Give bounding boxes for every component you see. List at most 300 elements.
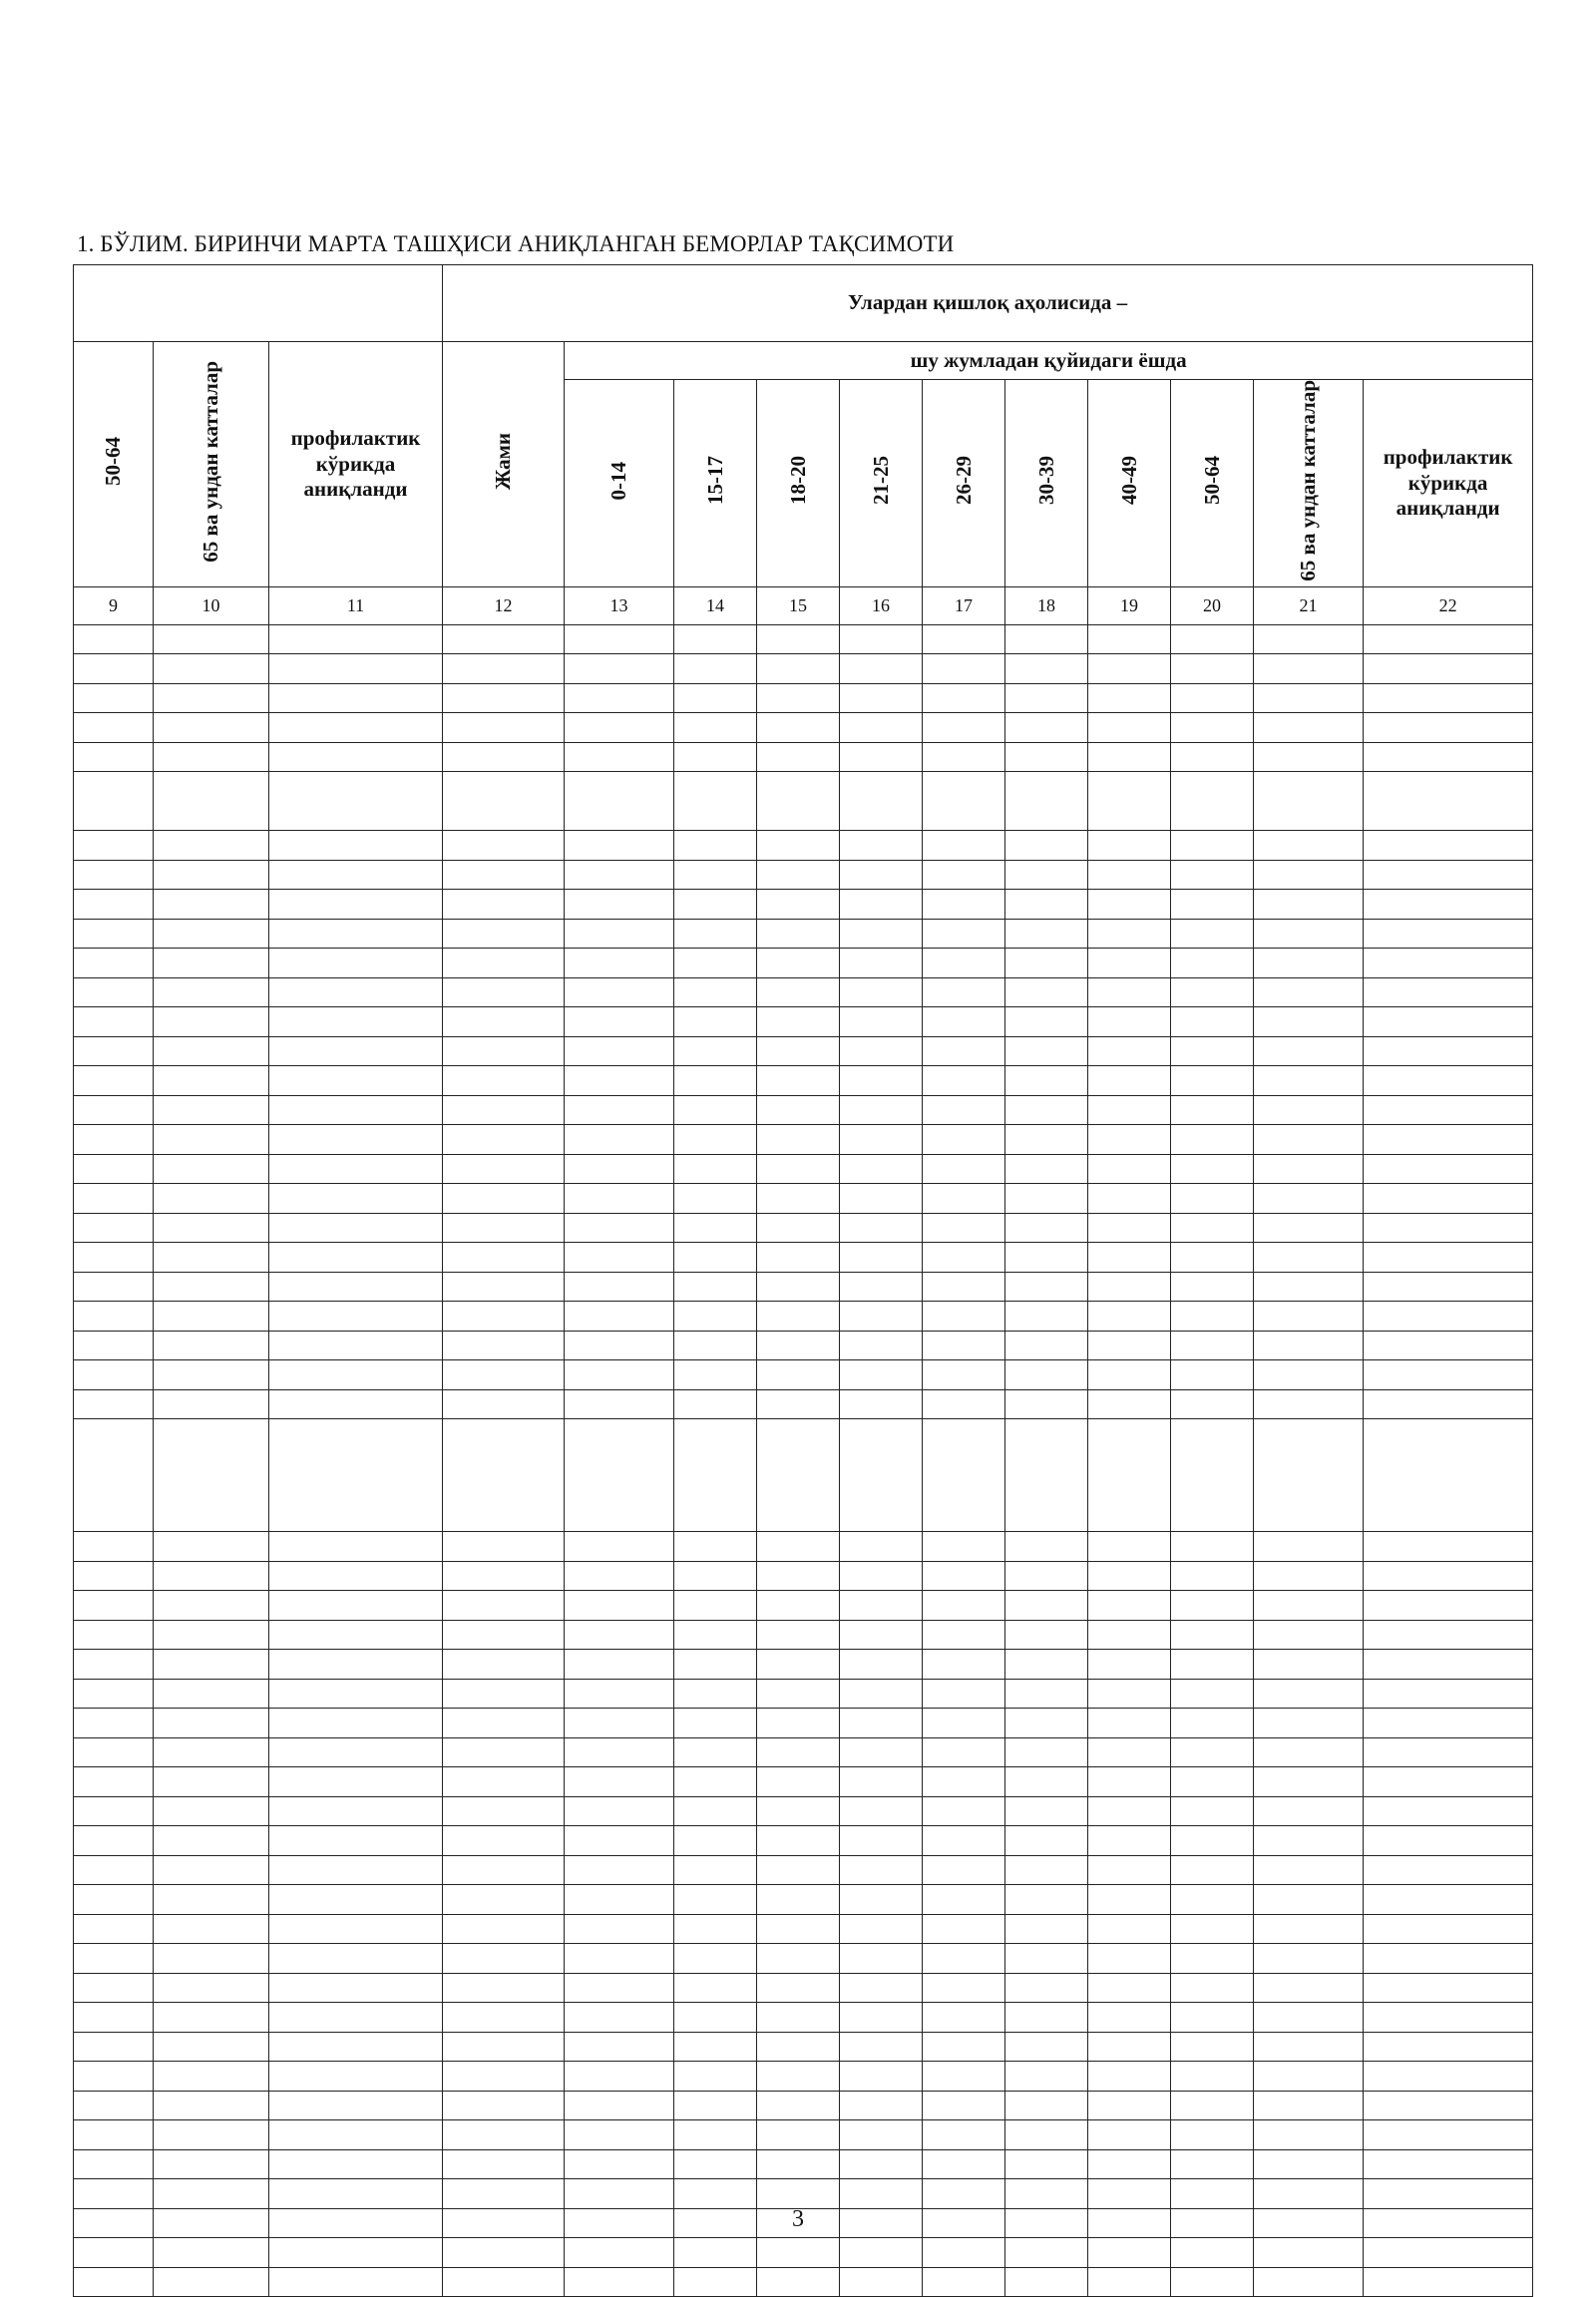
table-cell[interactable] <box>674 624 757 654</box>
table-cell[interactable] <box>74 1360 154 1390</box>
table-cell[interactable] <box>565 1620 674 1650</box>
table-cell[interactable] <box>1254 1767 1364 1797</box>
table-cell[interactable] <box>74 1591 154 1621</box>
table-cell[interactable] <box>565 1389 674 1419</box>
table-cell[interactable] <box>757 1302 840 1332</box>
table-cell[interactable] <box>154 1036 269 1066</box>
table-cell[interactable] <box>840 1532 923 1562</box>
table-cell[interactable] <box>1005 1389 1088 1419</box>
table-cell[interactable] <box>1005 1973 1088 2003</box>
table-cell[interactable] <box>154 1302 269 1332</box>
table-cell[interactable] <box>565 1650 674 1680</box>
table-cell[interactable] <box>565 1243 674 1273</box>
table-cell[interactable] <box>1254 683 1364 713</box>
table-cell[interactable] <box>1364 1066 1533 1096</box>
table-cell[interactable] <box>1005 831 1088 861</box>
table-cell[interactable] <box>923 1885 1005 1915</box>
table-cell[interactable] <box>1364 1620 1533 1650</box>
table-cell[interactable] <box>74 977 154 1007</box>
table-cell[interactable] <box>565 1796 674 1826</box>
table-cell[interactable] <box>1088 683 1171 713</box>
table-cell[interactable] <box>1254 1914 1364 1944</box>
table-cell[interactable] <box>154 1973 269 2003</box>
table-cell[interactable] <box>154 1389 269 1419</box>
table-cell[interactable] <box>1005 772 1088 831</box>
table-cell[interactable] <box>154 1154 269 1184</box>
table-cell[interactable] <box>1364 1561 1533 1591</box>
table-cell[interactable] <box>757 2267 840 2297</box>
table-cell[interactable] <box>74 2149 154 2179</box>
table-cell[interactable] <box>1254 1036 1364 1066</box>
table-cell[interactable] <box>1088 977 1171 1007</box>
table-cell[interactable] <box>443 1767 565 1797</box>
table-cell[interactable] <box>674 890 757 920</box>
table-cell[interactable] <box>840 919 923 949</box>
table-cell[interactable] <box>757 624 840 654</box>
table-cell[interactable] <box>840 1679 923 1709</box>
table-cell[interactable] <box>1254 1973 1364 2003</box>
table-cell[interactable] <box>1088 2120 1171 2150</box>
table-cell[interactable] <box>1171 1532 1254 1562</box>
table-cell[interactable] <box>674 1532 757 1562</box>
table-cell[interactable] <box>674 2032 757 2062</box>
table-cell[interactable] <box>1171 977 1254 1007</box>
table-cell[interactable] <box>269 1737 443 1767</box>
table-cell[interactable] <box>923 1302 1005 1332</box>
table-cell[interactable] <box>269 1184 443 1214</box>
table-cell[interactable] <box>923 1737 1005 1767</box>
table-cell[interactable] <box>923 1620 1005 1650</box>
table-cell[interactable] <box>1171 1243 1254 1273</box>
table-cell[interactable] <box>1171 1095 1254 1125</box>
table-cell[interactable] <box>154 1737 269 1767</box>
table-cell[interactable] <box>757 1767 840 1797</box>
table-cell[interactable] <box>1254 1650 1364 1680</box>
table-cell[interactable] <box>154 977 269 1007</box>
table-cell[interactable] <box>840 831 923 861</box>
table-cell[interactable] <box>1171 624 1254 654</box>
table-cell[interactable] <box>269 1036 443 1066</box>
table-cell[interactable] <box>565 1302 674 1332</box>
table-cell[interactable] <box>74 890 154 920</box>
table-cell[interactable] <box>565 2238 674 2268</box>
table-cell[interactable] <box>1005 1679 1088 1709</box>
table-cell[interactable] <box>1005 2149 1088 2179</box>
table-cell[interactable] <box>1364 1243 1533 1273</box>
table-cell[interactable] <box>840 772 923 831</box>
table-cell[interactable] <box>74 1709 154 1738</box>
table-cell[interactable] <box>840 713 923 743</box>
table-cell[interactable] <box>1364 1154 1533 1184</box>
table-cell[interactable] <box>269 1331 443 1360</box>
table-cell[interactable] <box>1364 1302 1533 1332</box>
table-cell[interactable] <box>840 1213 923 1243</box>
table-cell[interactable] <box>1005 654 1088 684</box>
table-cell[interactable] <box>269 2003 443 2033</box>
table-cell[interactable] <box>1171 1914 1254 1944</box>
table-cell[interactable] <box>1088 713 1171 743</box>
table-cell[interactable] <box>674 772 757 831</box>
table-cell[interactable] <box>1254 1561 1364 1591</box>
table-cell[interactable] <box>1364 890 1533 920</box>
table-cell[interactable] <box>154 2120 269 2150</box>
table-cell[interactable] <box>1088 1796 1171 1826</box>
table-cell[interactable] <box>154 1360 269 1390</box>
table-cell[interactable] <box>923 713 1005 743</box>
table-cell[interactable] <box>1254 654 1364 684</box>
table-cell[interactable] <box>1254 772 1364 831</box>
table-cell[interactable] <box>1254 1885 1364 1915</box>
table-cell[interactable] <box>1171 2032 1254 2062</box>
table-cell[interactable] <box>1088 1737 1171 1767</box>
table-cell[interactable] <box>565 1213 674 1243</box>
table-cell[interactable] <box>1005 742 1088 772</box>
table-cell[interactable] <box>674 1885 757 1915</box>
table-cell[interactable] <box>1171 1066 1254 1096</box>
table-cell[interactable] <box>443 1620 565 1650</box>
table-cell[interactable] <box>674 1154 757 1184</box>
table-cell[interactable] <box>923 1767 1005 1797</box>
table-cell[interactable] <box>565 1419 674 1532</box>
table-cell[interactable] <box>923 2149 1005 2179</box>
table-cell[interactable] <box>1088 1154 1171 1184</box>
table-cell[interactable] <box>923 1272 1005 1302</box>
table-cell[interactable] <box>674 1213 757 1243</box>
table-cell[interactable] <box>565 949 674 978</box>
table-cell[interactable] <box>1254 2238 1364 2268</box>
table-cell[interactable] <box>154 1826 269 1856</box>
table-cell[interactable] <box>154 1914 269 1944</box>
table-cell[interactable] <box>1005 1302 1088 1332</box>
table-cell[interactable] <box>923 654 1005 684</box>
table-cell[interactable] <box>674 1914 757 1944</box>
table-cell[interactable] <box>443 1944 565 1974</box>
table-cell[interactable] <box>269 1620 443 1650</box>
table-cell[interactable] <box>674 919 757 949</box>
table-cell[interactable] <box>840 1855 923 1885</box>
table-cell[interactable] <box>1088 1331 1171 1360</box>
table-cell[interactable] <box>1005 1767 1088 1797</box>
table-cell[interactable] <box>840 1419 923 1532</box>
table-cell[interactable] <box>757 919 840 949</box>
table-cell[interactable] <box>443 890 565 920</box>
table-cell[interactable] <box>1088 1650 1171 1680</box>
table-cell[interactable] <box>1364 2003 1533 2033</box>
table-cell[interactable] <box>1005 2091 1088 2120</box>
table-cell[interactable] <box>1171 1679 1254 1709</box>
table-cell[interactable] <box>1364 1737 1533 1767</box>
table-cell[interactable] <box>443 713 565 743</box>
table-cell[interactable] <box>840 949 923 978</box>
table-cell[interactable] <box>757 1213 840 1243</box>
table-cell[interactable] <box>74 624 154 654</box>
table-cell[interactable] <box>565 1125 674 1155</box>
table-cell[interactable] <box>1364 860 1533 890</box>
table-cell[interactable] <box>923 949 1005 978</box>
table-cell[interactable] <box>674 1419 757 1532</box>
table-cell[interactable] <box>1005 1737 1088 1767</box>
table-cell[interactable] <box>757 2179 840 2209</box>
table-cell[interactable] <box>74 2267 154 2297</box>
table-cell[interactable] <box>757 1561 840 1591</box>
table-cell[interactable] <box>674 1620 757 1650</box>
table-cell[interactable] <box>1364 2032 1533 2062</box>
table-cell[interactable] <box>840 1360 923 1390</box>
table-cell[interactable] <box>1171 2179 1254 2209</box>
table-cell[interactable] <box>1364 1095 1533 1125</box>
table-cell[interactable] <box>565 2120 674 2150</box>
table-cell[interactable] <box>74 1885 154 1915</box>
table-cell[interactable] <box>1254 1532 1364 1562</box>
table-cell[interactable] <box>1171 1709 1254 1738</box>
table-cell[interactable] <box>840 1095 923 1125</box>
table-cell[interactable] <box>840 1826 923 1856</box>
table-cell[interactable] <box>840 1066 923 1096</box>
table-cell[interactable] <box>269 1855 443 1885</box>
table-cell[interactable] <box>674 1125 757 1155</box>
table-cell[interactable] <box>674 2120 757 2150</box>
table-cell[interactable] <box>1171 713 1254 743</box>
table-cell[interactable] <box>923 1036 1005 1066</box>
table-cell[interactable] <box>565 1154 674 1184</box>
table-cell[interactable] <box>565 742 674 772</box>
table-cell[interactable] <box>923 1591 1005 1621</box>
table-cell[interactable] <box>1364 742 1533 772</box>
table-cell[interactable] <box>1005 2179 1088 2209</box>
table-cell[interactable] <box>1254 742 1364 772</box>
table-cell[interactable] <box>1254 2032 1364 2062</box>
table-cell[interactable] <box>840 1650 923 1680</box>
table-cell[interactable] <box>443 1532 565 1562</box>
table-cell[interactable] <box>565 1561 674 1591</box>
table-cell[interactable] <box>923 977 1005 1007</box>
table-cell[interactable] <box>269 683 443 713</box>
table-cell[interactable] <box>269 2032 443 2062</box>
table-cell[interactable] <box>565 1737 674 1767</box>
table-cell[interactable] <box>269 654 443 684</box>
table-cell[interactable] <box>74 949 154 978</box>
table-cell[interactable] <box>1005 1826 1088 1856</box>
table-cell[interactable] <box>674 1389 757 1419</box>
table-cell[interactable] <box>443 654 565 684</box>
table-cell[interactable] <box>269 2091 443 2120</box>
table-cell[interactable] <box>443 624 565 654</box>
table-cell[interactable] <box>443 1679 565 1709</box>
table-cell[interactable] <box>565 1095 674 1125</box>
table-cell[interactable] <box>74 1419 154 1532</box>
table-cell[interactable] <box>1254 1154 1364 1184</box>
table-cell[interactable] <box>1254 890 1364 920</box>
table-cell[interactable] <box>757 1709 840 1738</box>
table-cell[interactable] <box>269 1767 443 1797</box>
table-cell[interactable] <box>840 2179 923 2209</box>
table-cell[interactable] <box>923 624 1005 654</box>
table-cell[interactable] <box>565 1826 674 1856</box>
table-cell[interactable] <box>757 2120 840 2150</box>
table-cell[interactable] <box>923 2003 1005 2033</box>
table-cell[interactable] <box>757 2003 840 2033</box>
table-cell[interactable] <box>1088 624 1171 654</box>
table-cell[interactable] <box>1005 949 1088 978</box>
table-cell[interactable] <box>269 1650 443 1680</box>
table-cell[interactable] <box>1364 1184 1533 1214</box>
table-cell[interactable] <box>154 890 269 920</box>
table-cell[interactable] <box>565 1532 674 1562</box>
table-cell[interactable] <box>74 1213 154 1243</box>
table-cell[interactable] <box>1364 624 1533 654</box>
table-cell[interactable] <box>1005 1036 1088 1066</box>
table-cell[interactable] <box>1005 1561 1088 1591</box>
table-cell[interactable] <box>1088 2003 1171 2033</box>
table-cell[interactable] <box>1088 1767 1171 1797</box>
table-cell[interactable] <box>1254 1272 1364 1302</box>
table-cell[interactable] <box>74 860 154 890</box>
table-cell[interactable] <box>269 1944 443 1974</box>
table-cell[interactable] <box>1088 1360 1171 1390</box>
table-cell[interactable] <box>674 2003 757 2033</box>
table-cell[interactable] <box>1088 742 1171 772</box>
table-cell[interactable] <box>1364 2149 1533 2179</box>
table-cell[interactable] <box>757 1066 840 1096</box>
table-cell[interactable] <box>443 1973 565 2003</box>
table-cell[interactable] <box>1005 1125 1088 1155</box>
table-cell[interactable] <box>1171 2062 1254 2092</box>
table-cell[interactable] <box>1364 1125 1533 1155</box>
table-cell[interactable] <box>840 1036 923 1066</box>
table-cell[interactable] <box>74 2238 154 2268</box>
table-cell[interactable] <box>840 1796 923 1826</box>
table-cell[interactable] <box>443 2091 565 2120</box>
table-cell[interactable] <box>565 1036 674 1066</box>
table-cell[interactable] <box>757 1737 840 1767</box>
table-cell[interactable] <box>1005 1591 1088 1621</box>
table-cell[interactable] <box>74 1095 154 1125</box>
table-cell[interactable] <box>1088 2032 1171 2062</box>
table-cell[interactable] <box>1254 1855 1364 1885</box>
table-cell[interactable] <box>674 1826 757 1856</box>
table-cell[interactable] <box>154 1620 269 1650</box>
table-cell[interactable] <box>1171 1737 1254 1767</box>
table-cell[interactable] <box>1254 2179 1364 2209</box>
table-cell[interactable] <box>565 1184 674 1214</box>
table-cell[interactable] <box>565 1973 674 2003</box>
table-cell[interactable] <box>1171 1767 1254 1797</box>
table-cell[interactable] <box>757 1007 840 1037</box>
table-cell[interactable] <box>74 2091 154 2120</box>
table-cell[interactable] <box>565 1679 674 1709</box>
table-cell[interactable] <box>923 2062 1005 2092</box>
table-cell[interactable] <box>1088 1532 1171 1562</box>
table-cell[interactable] <box>1364 1885 1533 1915</box>
table-cell[interactable] <box>757 1826 840 1856</box>
table-cell[interactable] <box>74 2062 154 2092</box>
table-cell[interactable] <box>840 2149 923 2179</box>
table-cell[interactable] <box>443 2179 565 2209</box>
table-cell[interactable] <box>154 860 269 890</box>
table-cell[interactable] <box>1088 1007 1171 1037</box>
table-cell[interactable] <box>840 2120 923 2150</box>
table-cell[interactable] <box>1364 1532 1533 1562</box>
table-cell[interactable] <box>1171 1885 1254 1915</box>
table-cell[interactable] <box>443 2120 565 2150</box>
table-cell[interactable] <box>269 831 443 861</box>
table-cell[interactable] <box>443 860 565 890</box>
table-cell[interactable] <box>1364 2120 1533 2150</box>
table-cell[interactable] <box>757 1796 840 1826</box>
table-cell[interactable] <box>269 1591 443 1621</box>
table-cell[interactable] <box>757 1419 840 1532</box>
table-cell[interactable] <box>74 2032 154 2062</box>
table-cell[interactable] <box>1364 919 1533 949</box>
table-cell[interactable] <box>74 1737 154 1767</box>
table-cell[interactable] <box>1005 1620 1088 1650</box>
table-cell[interactable] <box>1171 1213 1254 1243</box>
table-cell[interactable] <box>443 2003 565 2033</box>
table-cell[interactable] <box>923 1679 1005 1709</box>
table-cell[interactable] <box>840 2091 923 2120</box>
table-cell[interactable] <box>840 1767 923 1797</box>
table-cell[interactable] <box>443 919 565 949</box>
table-cell[interactable] <box>757 1243 840 1273</box>
table-cell[interactable] <box>674 1944 757 1974</box>
table-cell[interactable] <box>1088 1885 1171 1915</box>
table-cell[interactable] <box>840 2062 923 2092</box>
table-cell[interactable] <box>1254 1331 1364 1360</box>
table-cell[interactable] <box>923 1855 1005 1885</box>
table-cell[interactable] <box>1254 949 1364 978</box>
table-cell[interactable] <box>565 890 674 920</box>
table-cell[interactable] <box>840 1331 923 1360</box>
table-cell[interactable] <box>1364 1767 1533 1797</box>
table-cell[interactable] <box>840 2267 923 2297</box>
table-cell[interactable] <box>154 1679 269 1709</box>
table-cell[interactable] <box>923 683 1005 713</box>
table-cell[interactable] <box>154 1243 269 1273</box>
table-cell[interactable] <box>443 831 565 861</box>
table-cell[interactable] <box>923 1561 1005 1591</box>
table-cell[interactable] <box>1364 1389 1533 1419</box>
table-cell[interactable] <box>840 1620 923 1650</box>
table-cell[interactable] <box>154 1095 269 1125</box>
table-cell[interactable] <box>757 1650 840 1680</box>
table-cell[interactable] <box>1005 2238 1088 2268</box>
table-cell[interactable] <box>74 1855 154 1885</box>
table-cell[interactable] <box>443 1331 565 1360</box>
table-cell[interactable] <box>565 1855 674 1885</box>
table-cell[interactable] <box>674 1709 757 1738</box>
table-cell[interactable] <box>1005 860 1088 890</box>
table-cell[interactable] <box>1088 1184 1171 1214</box>
table-cell[interactable] <box>1171 2003 1254 2033</box>
table-cell[interactable] <box>269 1125 443 1155</box>
table-cell[interactable] <box>443 2238 565 2268</box>
table-cell[interactable] <box>565 919 674 949</box>
table-cell[interactable] <box>840 1885 923 1915</box>
table-cell[interactable] <box>923 1826 1005 1856</box>
table-cell[interactable] <box>1005 1885 1088 1915</box>
table-cell[interactable] <box>74 1914 154 1944</box>
table-cell[interactable] <box>1171 1184 1254 1214</box>
table-cell[interactable] <box>757 1125 840 1155</box>
table-cell[interactable] <box>1171 1620 1254 1650</box>
table-cell[interactable] <box>565 772 674 831</box>
table-cell[interactable] <box>1364 1036 1533 1066</box>
table-cell[interactable] <box>1088 890 1171 920</box>
table-cell[interactable] <box>154 1944 269 1974</box>
table-cell[interactable] <box>269 1302 443 1332</box>
table-cell[interactable] <box>443 1709 565 1738</box>
table-cell[interactable] <box>1005 1709 1088 1738</box>
